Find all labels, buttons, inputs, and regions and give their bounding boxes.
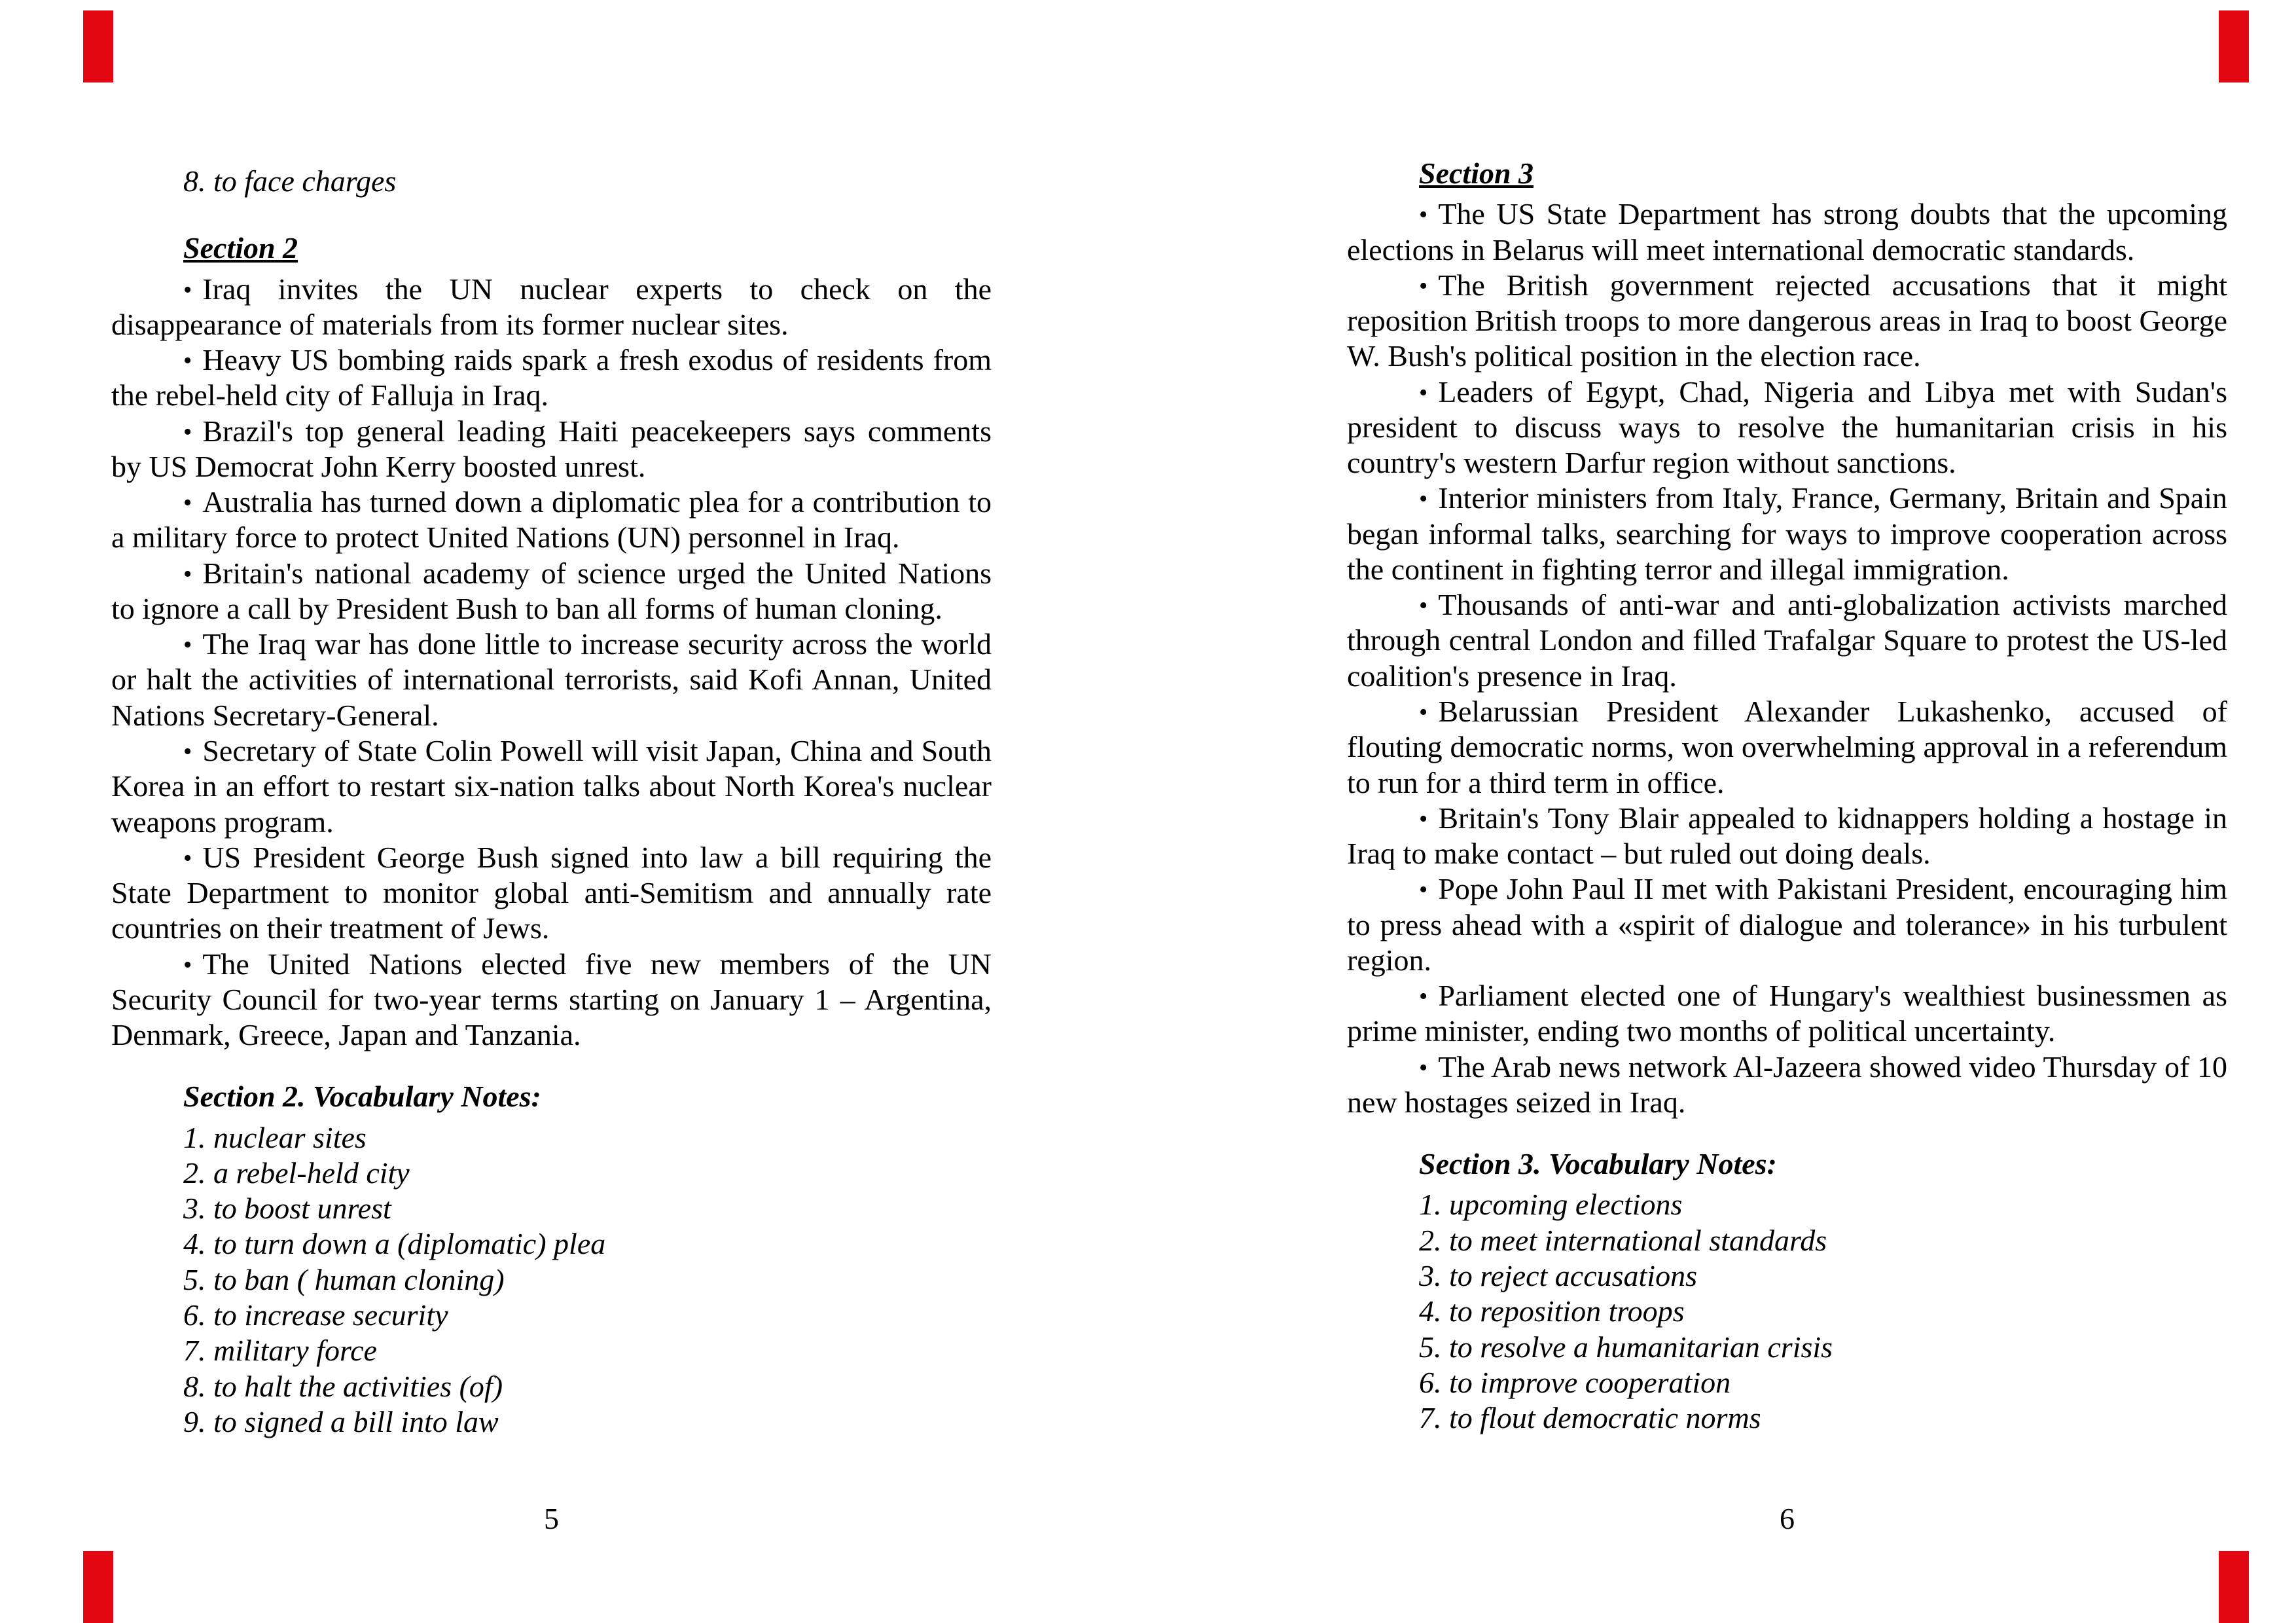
vocab-item: 1. upcoming elections xyxy=(1419,1188,1683,1222)
bullet-icon: • xyxy=(1419,378,1428,407)
news-item-text: Britain's Tony Blair appealed to kidnappers holding a hostage in Iraq to make contact – but ruled out doing deals. xyxy=(1347,801,2227,871)
bullet-icon: • xyxy=(1419,698,1428,726)
news-item-text: The United Nations elected five new members of the UN Security Council for two-year terms starting on January 1 – Argentina, Denmark, Greece, Japan and Tanzania. xyxy=(111,947,992,1052)
red-mark-top-right xyxy=(2219,10,2249,82)
page-number-left: 5 xyxy=(544,1502,559,1535)
vocab-item: 3. to reject accusations xyxy=(1419,1258,1697,1292)
section-heading-3-text: Section 3 xyxy=(1419,156,1534,190)
vocab-list xyxy=(111,1120,992,1440)
news-item-text: Parliament elected one of Hungary's wealthiest businessmen as prime minister, ending two months of political uncertainty. xyxy=(1347,979,2227,1048)
bullet-icon: • xyxy=(183,489,192,517)
vocab-item: 7. military force xyxy=(183,1334,377,1368)
news-item xyxy=(1347,1049,2227,1121)
bullet-icon: • xyxy=(183,347,192,375)
bullet-icon: • xyxy=(1419,272,1428,300)
bullet-icon: • xyxy=(183,951,192,979)
news-item xyxy=(1347,374,2227,481)
red-mark-bottom-left xyxy=(83,1551,113,1623)
news-item xyxy=(111,627,992,733)
news-item-text: Secretary of State Colin Powell will visit Japan, China and South Korea in an effort to restart six-nation talks about North Korea's nuclear weapons program. xyxy=(111,733,992,839)
news-bullet-list xyxy=(1347,196,2227,1120)
section-heading-2 xyxy=(183,230,992,266)
bullet-icon: • xyxy=(183,737,192,765)
news-item-text: The US State Department has strong doubts that the upcoming elections in Belarus will meet international democratic standards. xyxy=(1347,197,2227,266)
news-item-text: The Arab news network Al-Jazeera showed video Thursday of 10 new hostages seized in Iraq. xyxy=(1347,1049,2227,1119)
news-item xyxy=(1347,268,2227,374)
bullet-icon: • xyxy=(183,844,192,872)
news-item-text: Australia has turned down a diplomatic plea for a contribution to a military force to protect United Nations (UN) personnel in Iraq. xyxy=(111,485,992,555)
bullet-icon: • xyxy=(1419,805,1428,833)
bullet-icon: • xyxy=(183,560,192,588)
vocab-item: 5. to resolve a humanitarian crisis xyxy=(1419,1330,1833,1364)
news-item-text: Thousands of anti-war and anti-globalization activists marched through central London and filled Trafalgar Square to protest the US-led coalition's presence in Iraq. xyxy=(1347,588,2227,693)
news-item xyxy=(111,484,992,556)
vocab-item: 4. to reposition troops xyxy=(1419,1294,1685,1328)
news-bullet-list xyxy=(111,272,992,1053)
news-item xyxy=(111,840,992,947)
news-item-text: The British government rejected accusations that it might reposition British troops to more dangerous areas in Iraq to boost George W. Bush's political position in the election race. xyxy=(1347,268,2227,373)
vocab-heading: Section 3. Vocabulary Notes: xyxy=(1419,1147,1777,1181)
carryover-vocab-item: 8. to face charges xyxy=(183,164,397,198)
vocab-item: 7. to flout democratic norms xyxy=(1419,1401,1761,1435)
page-left xyxy=(111,164,992,1535)
news-item xyxy=(111,272,992,343)
vocab-item: 1. nuclear sites xyxy=(183,1120,367,1154)
news-item xyxy=(111,947,992,1053)
news-item xyxy=(1347,481,2227,587)
bullet-icon: • xyxy=(1419,876,1428,904)
news-item xyxy=(1347,587,2227,694)
vocab-item: 3. to boost unrest xyxy=(183,1192,391,1226)
news-item-text: Leaders of Egypt, Chad, Nigeria and Libya met with Sudan's president to discuss ways to resolve the humanitarian crisis in his country's western Darfur region without sanctions. xyxy=(1347,374,2227,480)
bullet-icon: • xyxy=(1419,1053,1428,1082)
bullet-icon: • xyxy=(1419,201,1428,229)
news-item xyxy=(1347,196,2227,268)
bullet-icon: • xyxy=(1419,983,1428,1011)
vocab-item: 6. to improve cooperation xyxy=(1419,1365,1731,1399)
news-item xyxy=(1347,801,2227,872)
news-item-text: The Iraq war has done little to increase security across the world or halt the activities of international terrorists, said Kofi Annan, United Nations Secretary-General. xyxy=(111,627,992,732)
news-item xyxy=(111,342,992,414)
vocab-item: 2. a rebel-held city xyxy=(183,1156,410,1190)
bullet-icon: • xyxy=(183,276,192,304)
vocab-item: 5. to ban ( human cloning) xyxy=(183,1262,505,1296)
bullet-icon: • xyxy=(183,418,192,446)
news-item xyxy=(1347,871,2227,978)
news-item xyxy=(1347,978,2227,1049)
news-item-text: Belarussian President Alexander Lukashenko, accused of flouting democratic norms, won overwhelming approval in a referendum to run for a third term in office. xyxy=(1347,694,2227,799)
news-item xyxy=(111,414,992,485)
news-item-text: US President George Bush signed into law a bill requiring the State Department to monitor global anti-Semitism and annually rate countries on their treatment of Jews. xyxy=(111,840,992,945)
news-item-text: Iraq invites the UN nuclear experts to check on the disappearance of materials from its former nuclear sites. xyxy=(111,272,992,341)
news-item-text: Brazil's top general leading Haiti peacekeepers says comments by US Democrat John Kerry boosted unrest. xyxy=(111,414,992,483)
vocab-item: 6. to increase security xyxy=(183,1298,448,1332)
red-mark-bottom-right xyxy=(2219,1551,2249,1623)
vocab-item: 8. to halt the activities (of) xyxy=(183,1369,503,1403)
bullet-icon: • xyxy=(183,631,192,659)
vocab-item: 4. to turn down a (diplomatic) plea xyxy=(183,1227,606,1261)
bullet-icon: • xyxy=(1419,485,1428,513)
section-heading-2-text: Section 2 xyxy=(183,231,298,265)
news-item-text: Pope John Paul II met with Pakistani President, encouraging him to press ahead with a «spirit of dialogue and tolerance» in his turbulent region. xyxy=(1347,872,2227,977)
page-number-right: 6 xyxy=(1780,1502,1795,1535)
news-item xyxy=(111,556,992,627)
vocab-heading: Section 2. Vocabulary Notes: xyxy=(183,1080,541,1114)
vocab-item: 2. to meet international standards xyxy=(1419,1223,1827,1257)
news-item xyxy=(1347,694,2227,801)
vocab-list xyxy=(1347,1187,2227,1436)
news-item-text: Interior ministers from Italy, France, Germany, Britain and Spain began informal talks, searching for ways to improve cooperation across the continent in fighting terror and illegal immigration. xyxy=(1347,481,2227,586)
vocab-item: 9. to signed a bill into law xyxy=(183,1404,499,1438)
news-item xyxy=(111,733,992,840)
bullet-icon: • xyxy=(1419,592,1428,620)
news-item-text: Heavy US bombing raids spark a fresh exodus of residents from the rebel-held city of Falluja in Iraq. xyxy=(111,343,992,412)
page-right xyxy=(1347,156,2227,1535)
news-item-text: Britain's national academy of science urged the United Nations to ignore a call by President Bush to ban all forms of human cloning. xyxy=(111,556,992,625)
section-heading-3 xyxy=(1419,156,2227,191)
red-mark-top-left xyxy=(83,10,113,82)
